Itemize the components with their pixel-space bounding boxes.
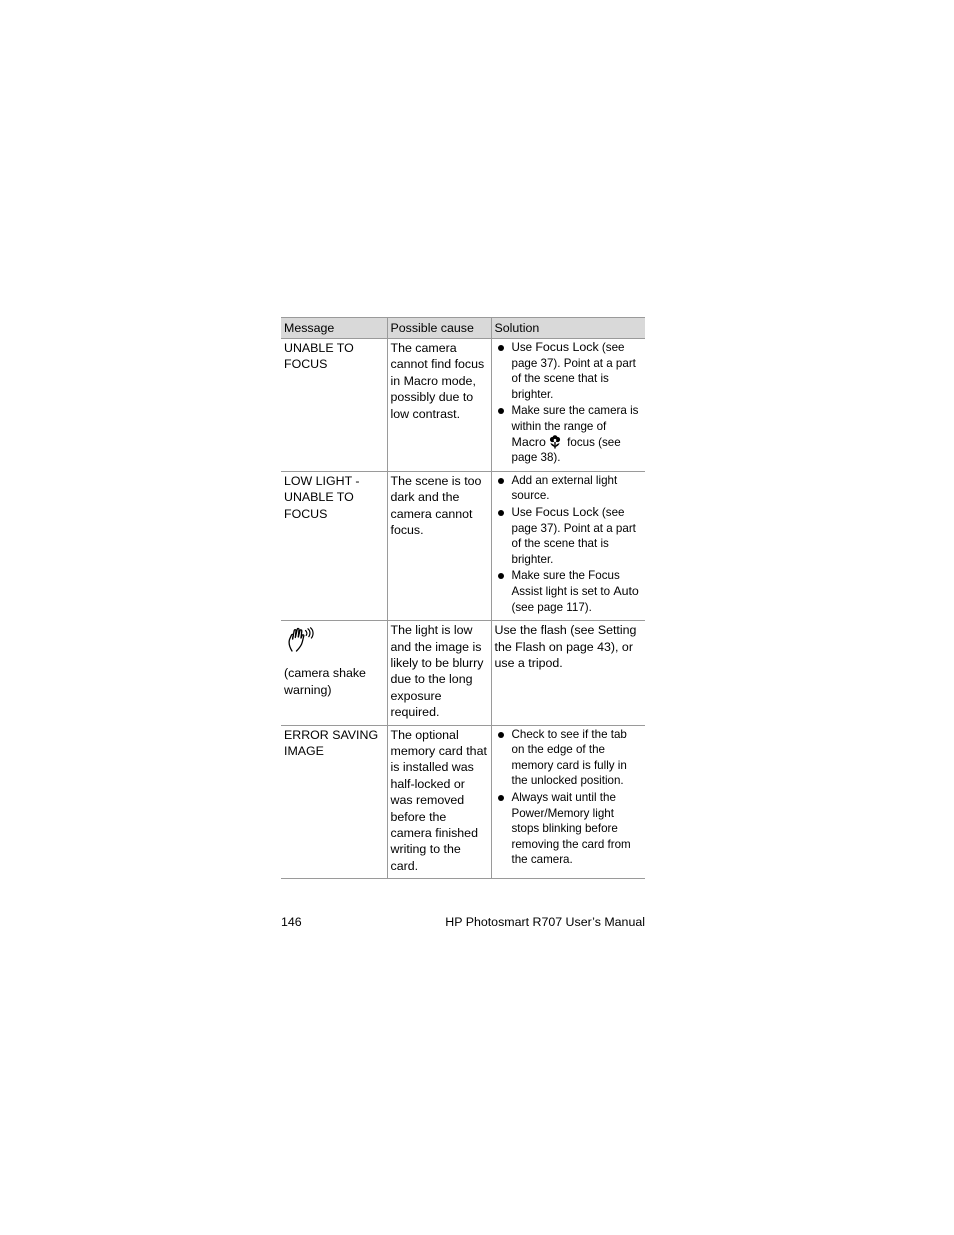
list-item: Always wait until the Power/Memory light stops blinking before removing the card from the camera. [495, 790, 643, 868]
list-item: Make sure the Focus Assist light is set to Auto (see page 117). [495, 568, 643, 615]
ui-term: Auto [613, 583, 639, 598]
cause-cell: The scene is too dark and the camera cannot focus. [387, 471, 491, 620]
header-possible-cause: Possible cause [387, 318, 491, 339]
message-cell: UNABLE TO FOCUS [281, 339, 387, 472]
header-message: Message [281, 318, 387, 339]
troubleshooting-table [281, 317, 645, 879]
table-header-row [281, 318, 645, 339]
solution-list [495, 473, 643, 615]
ui-term: Macro [511, 434, 546, 449]
table-row [281, 725, 645, 879]
solution-list [495, 727, 643, 868]
message-cell: LOW LIGHT - UNABLE TO FOCUS [281, 471, 387, 620]
table-row [281, 621, 645, 725]
ui-term: Setting the Flash [494, 623, 637, 654]
ui-term: Focus Lock [535, 504, 599, 519]
camera-shake-icon [286, 627, 316, 653]
solution-cell [491, 471, 645, 620]
list-item: Make sure the camera is within the range of Macro focus (see page 38). [495, 403, 643, 465]
cause-cell: The light is low and the image is likely to be blurry due to the long exposure required. [387, 621, 491, 725]
table-row [281, 339, 645, 472]
solution-cell [491, 725, 645, 879]
message-cell: ERROR SAVING IMAGE [281, 725, 387, 879]
message-cell [281, 621, 387, 725]
table-row [281, 471, 645, 620]
page-number: 146 [281, 915, 302, 929]
list-item: Use Focus Lock (see page 37). Point at a part of the scene that is brighter. [495, 340, 643, 402]
list-item: Check to see if the tab on the edge of the memory card is fully in the unlocked position. [495, 727, 643, 789]
cause-cell: The camera cannot find focus in Macro mode, possibly due to low contrast. [387, 339, 491, 472]
list-item: Add an external light source. [495, 473, 643, 504]
header-solution: Solution [491, 318, 645, 339]
ui-term: Focus Lock [535, 340, 599, 354]
solution-cell [491, 339, 645, 472]
solution-list [495, 340, 643, 466]
solution-cell: Use the flash (see Setting the Flash on page 43), or use a tripod. [491, 621, 645, 725]
manual-title: HP Photosmart R707 User’s Manual [445, 915, 645, 929]
cause-cell: The optional memory card that is installed was half-locked or was removed before the camera finished writing to the card. [387, 725, 491, 879]
message-text: (camera shake warning) [284, 666, 366, 697]
list-item: Use Focus Lock (see page 37). Point at a part of the scene that is brighter. [495, 505, 643, 567]
macro-flower-icon [548, 435, 562, 449]
